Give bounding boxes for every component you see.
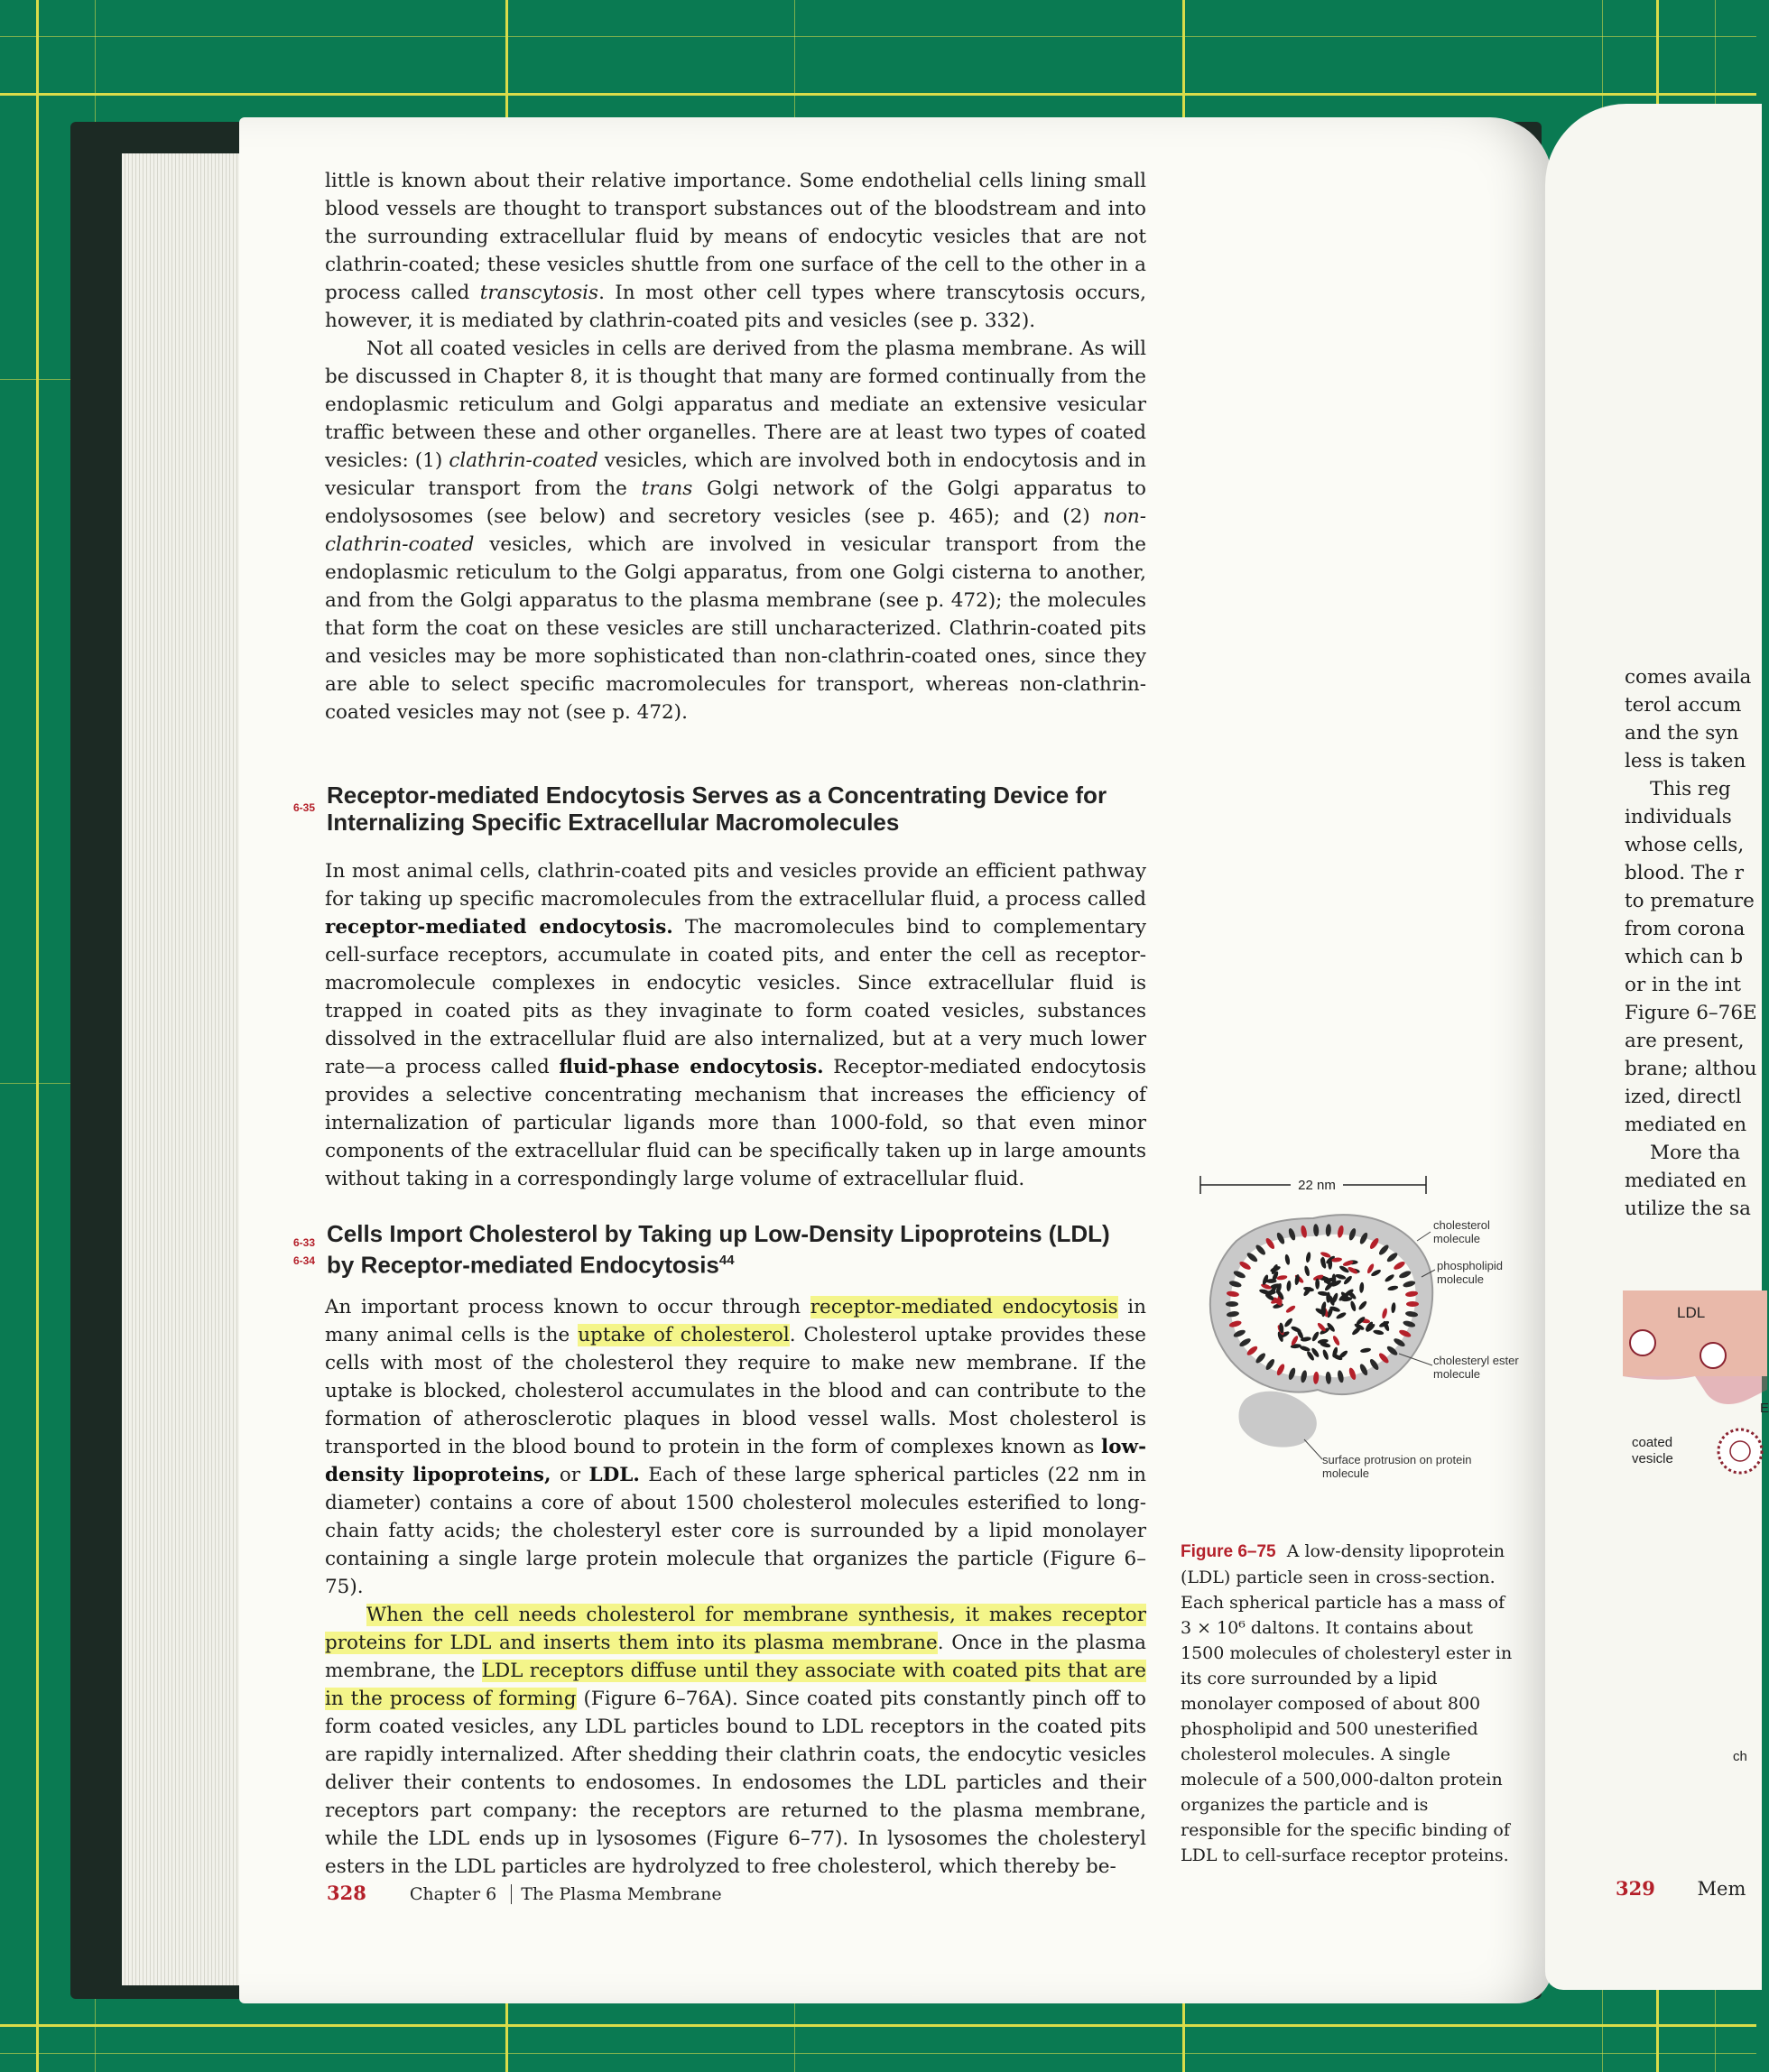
text-line: the surrounding extracellular fluid by means of endocytic vesicles that are not <box>325 226 1146 248</box>
text-line: clathrin-coated; these vesicles shuttle from one surface of the cell to the other in <box>325 254 1128 276</box>
label-ester <box>1433 1354 1524 1390</box>
bold-term: receptor-mediated endocytosis. <box>325 916 673 939</box>
phospholipid-molecule <box>1406 1301 1419 1307</box>
label-text: cholesterol molecule <box>1433 1218 1490 1245</box>
leader-line <box>1304 1439 1322 1459</box>
text-run: Golgi network of the Golgi apparatus to endolysosomes (see below) and secretory vesicles (see p. 465); and (2) <box>325 477 1146 528</box>
page-number: 328 <box>327 1882 366 1904</box>
caption-text: A low-density lipoprotein (LDL) particle seen in cross-section. Each spherical particle has a mass of 3 × 10⁶ daltons. It contains about 1500 molecules of cholesteryl ester in its core surrounded by a lipid monolayer composed of about 800 phospholipid and 500 unesterified cholesterol molecules. A single molecule of a 500,000-dalton protein organizes the particle and is responsible for the specific binding of LDL to cell-surface receptor proteins. <box>1181 1541 1513 1865</box>
section-2-paragraph-1 <box>325 1293 1146 1601</box>
paragraph-1 <box>325 167 1146 726</box>
text-run: Each of these large spherical particles (22 nm in diameter) contains a core of about 1500 cholesterol molecules esterified to long-chain fatty acids; the cholesteryl ester core is surrounded by a lipid monolayer containing a single large protein molecule that organizes the particle (Figure 6–75). <box>325 1464 1146 1598</box>
section-code: 6-33 <box>293 1236 316 1249</box>
grid-line <box>0 2024 1756 2027</box>
text-line: mediated en <box>1625 1114 1747 1136</box>
text-line: ized, directl <box>1625 1086 1742 1108</box>
text-line: whose cells, <box>1625 834 1745 856</box>
text-line: or in the int <box>1625 974 1742 996</box>
text-line: to premature <box>1625 890 1755 912</box>
text-run: Receptor-mediated endocytosis provides a selective concentrating mechanism that increases the efficiency of internalization of particular ligands more than 1000-fold, so that even minor components of the extracellular fluid can be specifically taken up in large amounts without taking in a correspondingly large volume of extracellular fluid. <box>325 1056 1146 1190</box>
chapter-label: Chapter 6 <box>409 1884 497 1904</box>
cholesteryl-ester-molecule <box>1332 1273 1337 1284</box>
section-1-paragraph <box>325 857 1146 1193</box>
ldl-in-vesicle <box>1730 1441 1750 1461</box>
text-line: . In most other cell types where transcytosis occurs, <box>598 282 1146 304</box>
paragraph-2-text <box>325 335 1146 726</box>
italic-term: non-clathrin-coated <box>325 505 1146 556</box>
text-line: mediated en <box>1625 1170 1747 1192</box>
section-2-paragraph-2 <box>325 1601 1146 1881</box>
text-line: blood. The r <box>1625 862 1744 884</box>
highlighted-text: LDL receptors diffuse until they associate with coated pits that are in the process of forming <box>325 1660 1146 1710</box>
ldl-particle <box>1700 1343 1726 1368</box>
leader-line <box>1417 1232 1431 1241</box>
grid-line <box>0 93 1756 96</box>
section-2-title: Cells Import Cholesterol by Taking up Low-Density Lipoproteins (LDL) by Receptor-mediated Endocytosis <box>327 1220 1110 1279</box>
ldl-label: LDL <box>1677 1304 1706 1321</box>
bold-term: fluid-phase endocytosis. <box>559 1056 824 1078</box>
paragraph-1-text <box>325 167 1146 335</box>
ldl-diagram <box>1178 1169 1521 1512</box>
text-run: (Figure 6–76A). Since coated pits constantly pinch off to form coated vesicles, any LDL particles bound to LDL receptors in the coated pits are rapidly internalized. After shedding their clathrin coats, the endocytic vesicles deliver their contents to endosomes. In endosomes the LDL particles and their receptors part company: the receptors are returned to the plasma membrane, while the LDL ends up in lysosomes (Figure 6–77). In lysosomes the cholesteryl esters in the LDL particles are hydrolyzed to free cholesterol, which thereby be- <box>325 1688 1146 1878</box>
plasma-membrane <box>1623 1376 1767 1404</box>
text-line: utilize the sa <box>1625 1198 1751 1220</box>
grid-line <box>36 0 39 2072</box>
section-code: 6-34 <box>293 1254 316 1267</box>
grid-line <box>0 36 1756 37</box>
scale-label: 22 nm <box>1298 1178 1336 1193</box>
footnote-ref: 44 <box>718 1253 735 1268</box>
running-head: Mem <box>1697 1878 1746 1900</box>
text-line: This reg <box>1650 778 1731 800</box>
page-footer <box>327 1882 722 1904</box>
text-line: which can b <box>1625 946 1744 968</box>
text-line: Figure 6–76E <box>1625 1002 1757 1024</box>
text-run: vesicles, which are involved both in endocytosis and in vesicular transport from the <box>325 449 1147 500</box>
text-run: . Once in the plasma membrane, the <box>325 1632 1146 1682</box>
text-run: or <box>551 1464 589 1486</box>
text-line: brane; althou <box>1625 1058 1757 1080</box>
protein-protrusion <box>1238 1392 1316 1448</box>
section-1-heading: Receptor-mediated Endocytosis Serves as a Concentrating Device for Internalizing Specific Extracellular Macromolecules <box>327 782 1107 836</box>
phospholipid-molecule <box>1226 1301 1238 1307</box>
text-line: from corona <box>1625 918 1746 940</box>
text-line: and the syn <box>1625 722 1739 745</box>
text-line: a process called <box>325 254 1146 304</box>
right-page-label: ch <box>1733 1749 1747 1764</box>
figure-6-76-fragment <box>1623 1290 1767 1498</box>
cholesteryl-ester-molecule <box>1328 1259 1332 1270</box>
text-run: . Cholesterol uptake provides these cells with most of the cholesterol they require to make new membrane. If the uptake is blocked, cholesterol accumulates in the blood and can contribute to the formation of atherosclerotic plaques in blood vessel walls. Most cholesterol is transported in the blood bound to protein in the form of complexes known as <box>325 1324 1146 1458</box>
text-run: An important process known to occur through <box>325 1296 810 1318</box>
text-line: comes availa <box>1625 666 1752 689</box>
footer-divider <box>511 1884 512 1904</box>
e-label: E <box>1760 1401 1769 1416</box>
grid-line <box>0 2053 1756 2054</box>
text-line: less is taken <box>1625 750 1746 772</box>
italic-term: trans <box>641 477 693 500</box>
highlighted-text: uptake of cholesterol <box>578 1324 790 1346</box>
text-run: in many animal cells is the <box>325 1296 1146 1346</box>
section-2-body <box>325 1293 1146 1881</box>
text-line: however, it is mediated by clathrin-coated pits and vesicles (see p. 332). <box>325 310 1036 332</box>
text-line: are present, <box>1625 1030 1745 1052</box>
text-run: vesicles, which are involved in vesicular transport from the endoplasmic reticulum to the Golgi apparatus, from one Golgi cisterna to another, and from the Golgi apparatus to the plasma membrane (see p. 472); the molecules that form the coat on these vesicles are still uncharacterized. Clathrin-coated pits and vesicles may be more sophisticated than non-clathrin-coated ones, since they are able to select specific macromolecules for transport, whereas non-clathrin-coated vesicles may not (see p. 472). <box>325 533 1146 724</box>
highlighted-text: When the cell needs cholesterol for membrane synthesis, it makes receptor proteins for LDL and inserts them into its plasma membrane <box>325 1604 1146 1654</box>
bold-term: LDL. <box>588 1464 640 1486</box>
label-text: surface protrusion on protein molecule <box>1322 1453 1472 1480</box>
figure-label: Figure 6–75 <box>1181 1542 1276 1561</box>
page-number: 329 <box>1616 1877 1655 1900</box>
label-phospholipid <box>1437 1259 1527 1295</box>
coated-vesicle-label: coated vesicle <box>1632 1435 1673 1466</box>
bold-term: low-density lipoproteins, <box>325 1436 1146 1486</box>
label-text: cholesteryl ester molecule <box>1433 1354 1519 1381</box>
text-line: blood vessels are thought to transport substances out of the bloodstream and into <box>325 198 1146 220</box>
italic-term: clathrin-coated <box>449 449 598 472</box>
text-run: Not all coated vesicles in cells are derived from the plasma membrane. As will be discussed in Chapter 8, it is thought that many are formed continually from the endoplasmic reticulum and Golgi apparatus and mediate an extensive vesicular traffic between these and other organelles. There are at least two types of coated vesicles: (1) <box>325 338 1146 472</box>
right-page-text <box>1625 663 1769 1223</box>
text-line: individuals <box>1625 806 1732 828</box>
label-cholesterol <box>1433 1218 1524 1254</box>
label-text: phospholipid molecule <box>1437 1259 1504 1286</box>
chapter-title: The Plasma Membrane <box>521 1884 722 1904</box>
highlighted-text: receptor-mediated endocytosis <box>810 1296 1118 1318</box>
text-line: little is known about their relative importance. Some endothelial cells lining small <box>325 170 1146 192</box>
section-2-heading <box>327 1220 1139 1279</box>
section-code: 6-35 <box>293 801 316 814</box>
ldl-figure <box>1178 1169 1521 1512</box>
page-edges <box>122 153 239 1985</box>
text-line: terol accum <box>1625 694 1742 717</box>
text-run: In most animal cells, clathrin-coated pits and vesicles provide an efficient pathway for taking up specific macromolecules from the extracellular fluid, a process called <box>325 860 1146 911</box>
ldl-particle <box>1630 1330 1655 1355</box>
cholesteryl-ester-molecule <box>1315 1279 1320 1290</box>
text-line: More tha <box>1650 1142 1741 1164</box>
label-protrusion <box>1322 1453 1485 1489</box>
text-run: The macromolecules bind to complementary cell-surface receptors, accumulate in coated pits, and enter the cell as receptor-macromolecule complexes in endocytic vesicles. Since extracellular fluid is trapped in coated pits as they invaginate to form coated vesicles, substances dissolved in the extracellular fluid are also internalized, but at a very much lower rate—a process called <box>325 916 1146 1078</box>
figure-caption <box>1181 1539 1516 1868</box>
right-page-footer <box>1616 1877 1746 1900</box>
section-1-body <box>325 857 1146 1193</box>
italic-term: transcytosis <box>479 282 599 304</box>
